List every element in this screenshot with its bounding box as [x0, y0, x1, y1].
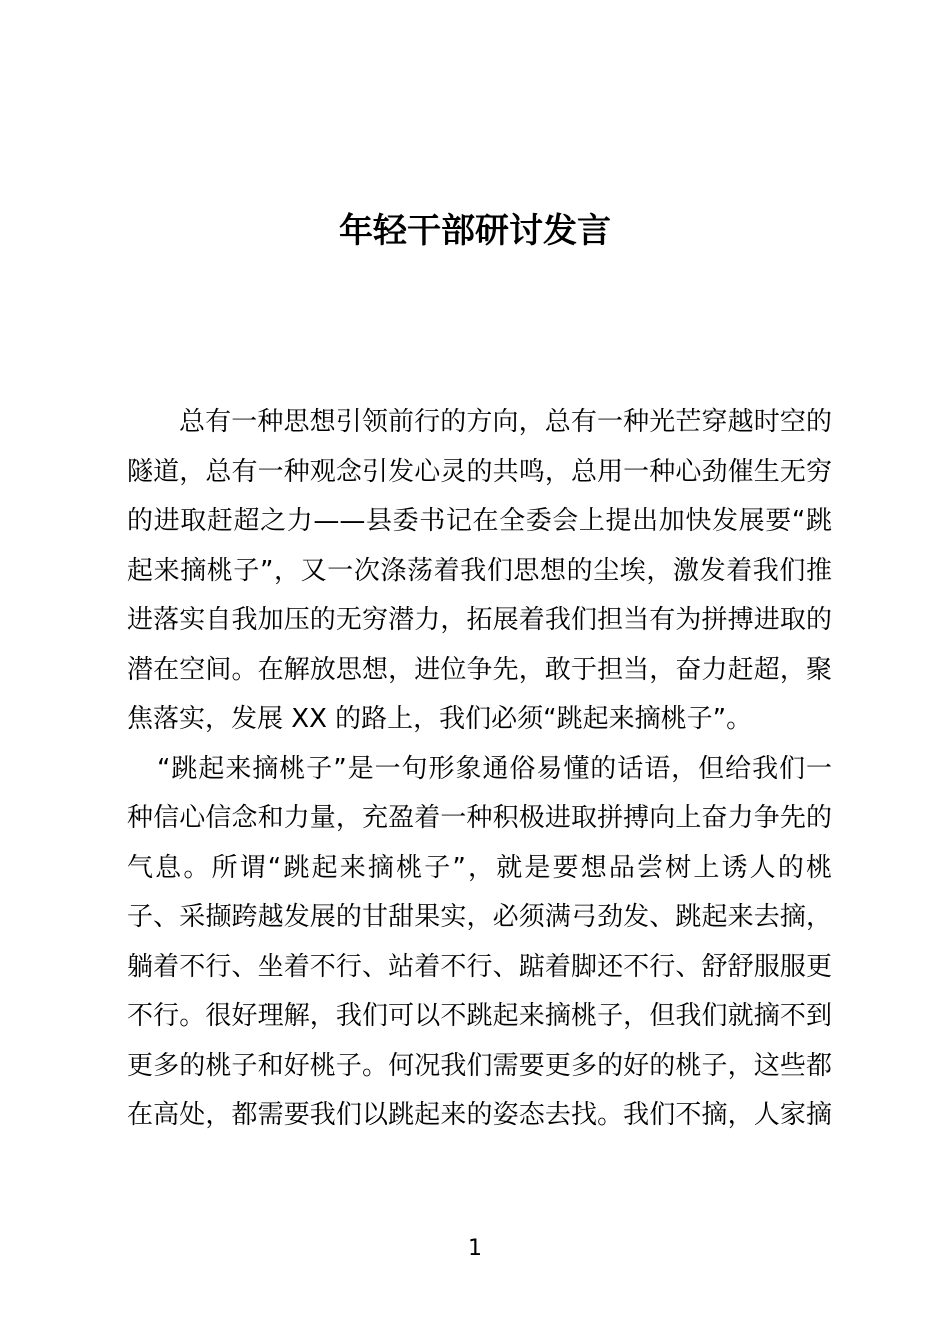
- document-title: 年轻干部研讨发言: [339, 211, 611, 251]
- document-body: [127, 398, 832, 1141]
- text-line: 隧道，总有一种观念引发心灵的共鸣，总用一种心劲催生无穷: [127, 456, 832, 487]
- text-line: 不行。很好理解，我们可以不跳起来摘桃子，但我们就摘不到: [127, 1001, 832, 1031]
- text-line: 躺着不行、坐着不行、站着不行、踮着脚还不行、舒舒服服更: [127, 951, 832, 982]
- text-line: 更多的桃子和好桃子。何况我们需要更多的好的桃子，这些都: [127, 1050, 832, 1081]
- paragraph-1: [127, 398, 832, 745]
- page-number: 1: [468, 1236, 482, 1261]
- text-line: 起来摘桃子”，又一次涤荡着我们思想的尘埃，激发着我们推: [127, 555, 832, 586]
- text-line: 种信心信念和力量，充盈着一种积极进取拼搏向上奋力争先的: [127, 803, 832, 833]
- text-line: 在高处，都需要我们以跳起来的姿态去找。我们不摘，人家摘: [127, 1100, 832, 1130]
- paragraph-2: [127, 745, 832, 1141]
- text-line: 气息。所谓“跳起来摘桃子”，就是要想品尝树上诱人的桃: [127, 852, 832, 883]
- text-line: 子、采撷跨越发展的甘甜果实，必须满弓劲发、跳起来去摘，: [127, 902, 832, 932]
- text-line: “跳起来摘桃子”是一句形象通俗易懂的话语，但给我们一: [157, 753, 832, 784]
- text-line: 总有一种思想引领前行的方向，总有一种光芒穿越时空的: [179, 407, 832, 437]
- text-line: 进落实自我加压的无穷潜力，拓展着我们担当有为拼搏进取的: [127, 605, 832, 635]
- text-line: 焦落实，发展 XX 的路上，我们必须“跳起来摘桃子”。: [127, 704, 753, 734]
- text-line: 潜在空间。在解放思想，进位争先，敢于担当，奋力赶超，聚: [127, 654, 832, 685]
- text-line: 的进取赶超之力——县委书记在全委会上提出加快发展要“跳: [127, 506, 832, 536]
